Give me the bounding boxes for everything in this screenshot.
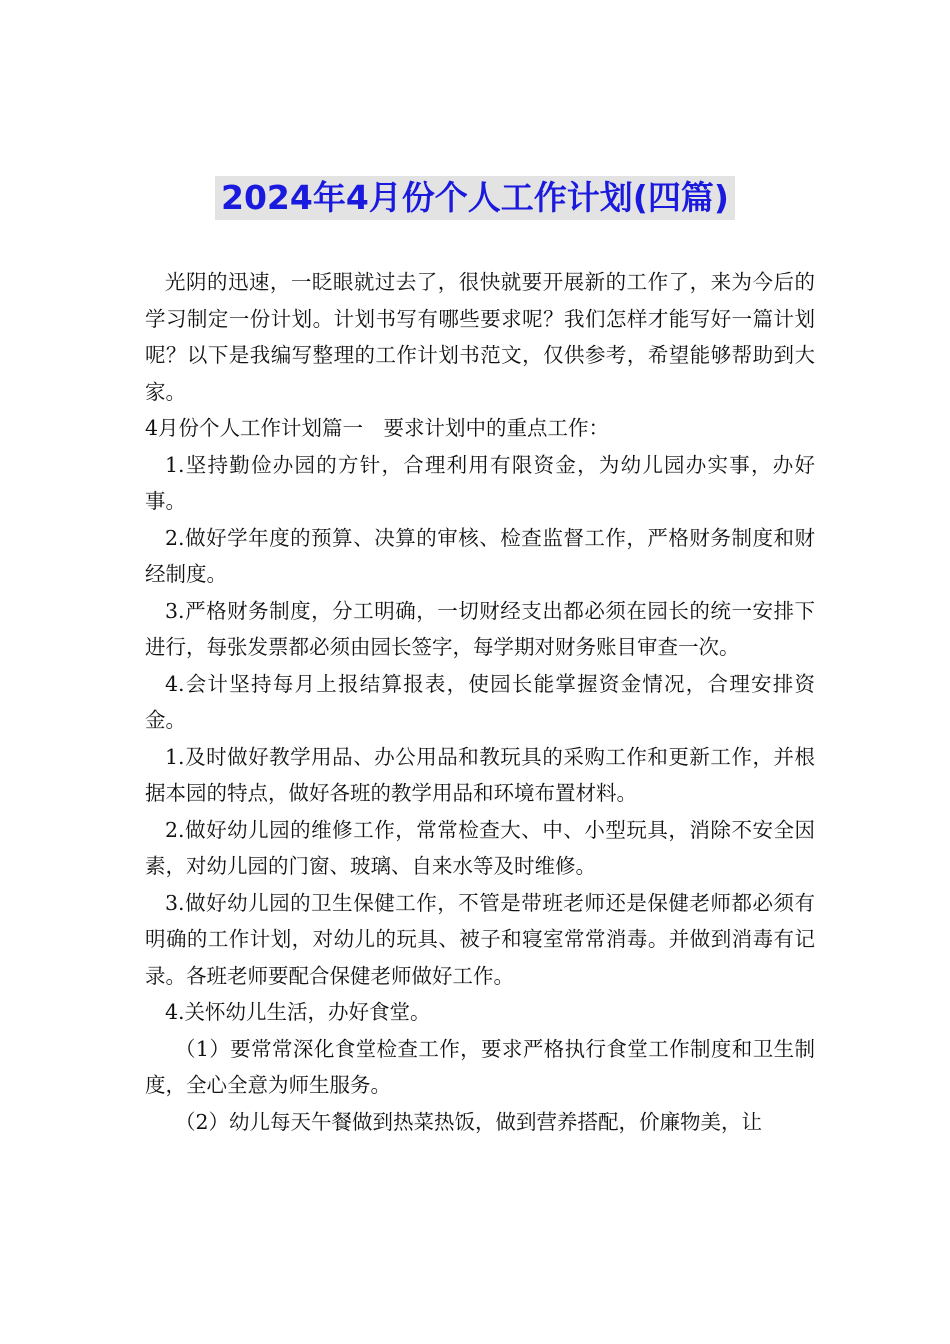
sub-list-item: （1）要常常深化食堂检查工作，要求严格执行食堂工作制度和卫生制度，全心全意为师生服务。 (145, 1036, 815, 1097)
list-item: 1.及时做好教学用品、办公用品和教玩具的采购工作和更新工作，并根据本园的特点，做好各班的教学用品和环境布置材料。 (145, 744, 815, 805)
list-item: 2.做好幼儿园的维修工作，常常检查大、中、小型玩具，消除不安全因素，对幼儿园的门窗、玻璃、自来水等及时维修。 (145, 817, 815, 878)
intro-paragraph: 光阴的迅速，一眨眼就过去了，很快就要开展新的工作了，来为今后的学习制定一份计划。计划书写有哪些要求呢？我们怎样才能写好一篇计划呢？以下是我编写整理的工作计划书范文，仅供参考，希望能够帮助到大家。 (145, 270, 815, 404)
list-item: 2.做好学年度的预算、决算的审核、检查监督工作，严格财务制度和财经制度。 (145, 525, 815, 586)
section-heading: 4月份个人工作计划篇一 要求计划中的重点工作： (145, 416, 610, 440)
title-container (0, 176, 950, 220)
list-item: 4.关怀幼儿生活，办好食堂。 (165, 1000, 431, 1024)
list-item: 3.严格财务制度，分工明确，一切财经支出都必须在园长的统一安排下进行，每张发票都必须由园长签字，每学期对财务账目审查一次。 (145, 598, 815, 659)
document-title: 2024年4月份个人工作计划(四篇) (215, 176, 735, 220)
document-body (145, 264, 815, 1140)
list-item: 4.会计坚持每月上报结算报表，使园长能掌握资金情况，合理安排资金。 (145, 671, 815, 732)
list-item: 3.做好幼儿园的卫生保健工作，不管是带班老师还是保健老师都必须有明确的工作计划，对幼儿的玩具、被子和寝室常常消毒。并做到消毒有记录。各班老师要配合保健老师做好工作。 (145, 890, 815, 988)
sub-list-item: （2）幼儿每天午餐做到热菜热饭，做到营养搭配，价廉物美，让 (175, 1109, 763, 1134)
list-item: 1.坚持勤俭办园的方针，合理利用有限资金，为幼儿园办实事，办好事。 (145, 452, 815, 513)
